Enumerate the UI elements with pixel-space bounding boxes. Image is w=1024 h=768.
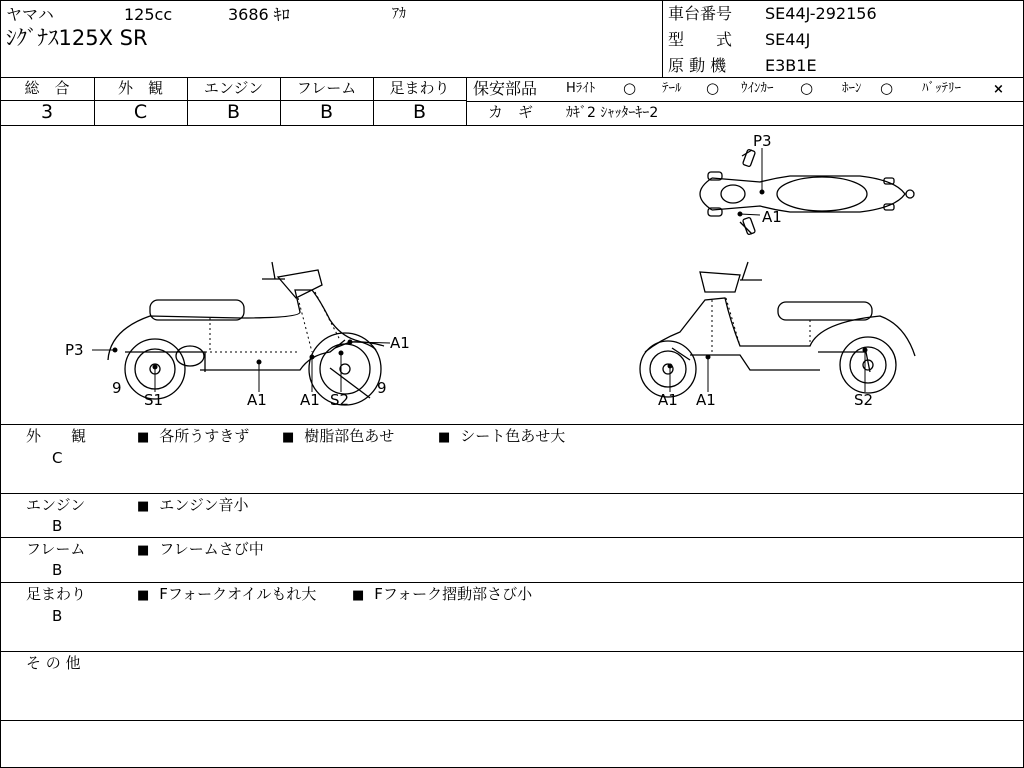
grade-label-engine: エンジン xyxy=(203,79,264,97)
section-label-appearance: 外 観 xyxy=(26,427,87,445)
section-label-engine: エンジン xyxy=(26,496,86,514)
label-left-9a: 9 xyxy=(112,379,122,397)
frame-no-label: 車台番号 xyxy=(668,4,733,23)
label-left-p3: P3 xyxy=(65,341,84,359)
label-right-a1a: A1 xyxy=(658,391,678,409)
rule xyxy=(0,651,1023,652)
scooter-left-view xyxy=(108,262,384,405)
rule xyxy=(0,720,1023,721)
scooter-right-view xyxy=(640,262,915,397)
note-engine-1: ■ エンジン音小 xyxy=(137,498,249,513)
engine-value: E3B1E xyxy=(765,56,817,75)
label-right-s2: S2 xyxy=(854,391,874,409)
grade-value-frame: B xyxy=(319,101,334,123)
grade-label-suspension: 足まわり xyxy=(389,79,450,97)
label-left-a1a: A1 xyxy=(247,391,267,409)
rule xyxy=(0,537,1023,538)
note-appearance-2: ■ 樹脂部色あせ xyxy=(282,429,394,444)
section-grade-appearance: C xyxy=(52,449,63,467)
note-frame-1: ■ フレームさび中 xyxy=(137,542,264,557)
rule xyxy=(0,424,1023,425)
note-appearance-1: ■ 各所うすきず xyxy=(137,429,249,444)
grade-label-overall: 総 合 xyxy=(24,79,70,97)
note-appearance-3: ■ シート色あせ大 xyxy=(438,429,565,444)
safety-item-winker: ｳｲﾝｶｰ xyxy=(741,81,774,96)
type-label: 型 式 xyxy=(668,30,733,49)
label-left-a1c: A1 xyxy=(390,334,410,352)
label-right-a1b: A1 xyxy=(696,391,716,409)
label-left-a1b: A1 xyxy=(300,391,320,409)
color: ｱｶ xyxy=(392,6,406,22)
label-left-9b: 9 xyxy=(377,379,387,397)
safety-mark-headlight: ○ xyxy=(623,79,637,97)
safety-title: 保安部品 xyxy=(473,79,538,98)
safety-item-headlight: Hﾗｲﾄ xyxy=(566,81,596,96)
grade-value-suspension: B xyxy=(412,101,427,123)
section-label-suspension: 足まわり xyxy=(26,585,87,603)
note-suspension-1: ■ Fフォークオイルもれ大 xyxy=(137,587,316,602)
key-label: カ ギ xyxy=(488,103,534,121)
rule xyxy=(0,582,1023,583)
maker: ヤマハ xyxy=(6,5,54,24)
grade-label-appearance: 外 観 xyxy=(117,79,163,97)
frame-no-value: SE44J-292156 xyxy=(765,4,877,23)
section-grade-suspension: B xyxy=(52,607,63,625)
model-name: ｼｸﾞﾅｽ125X SR xyxy=(6,26,148,50)
rule xyxy=(0,493,1023,494)
type-value: SE44J xyxy=(765,30,811,49)
section-grade-engine: B xyxy=(52,517,63,535)
grade-value-appearance: C xyxy=(133,101,148,123)
grade-label-frame: フレーム xyxy=(296,79,357,97)
grade-value-overall: 3 xyxy=(40,101,54,123)
safety-mark-tail: ○ xyxy=(706,79,720,97)
label-left-s2: S2 xyxy=(330,391,350,409)
safety-mark-battery: × xyxy=(993,82,1004,97)
note-suspension-2: ■ Fフォーク摺動部さび小 xyxy=(352,587,532,602)
safety-item-horn: ﾎｰﾝ xyxy=(842,81,862,96)
safety-mark-winker: ○ xyxy=(800,79,814,97)
key-value: ｶｷﾞ2 ｼｬｯﾀｰｷｰ2 xyxy=(566,105,659,121)
safety-item-battery: ﾊﾞｯﾃﾘｰ xyxy=(922,81,961,96)
section-label-frame: フレーム xyxy=(26,540,86,558)
mileage: 3686 ｷﾛ xyxy=(228,5,290,24)
safety-item-tail: ﾃｰﾙ xyxy=(662,81,682,96)
grade-value-engine: B xyxy=(226,101,241,123)
scooter-top-view xyxy=(700,149,914,235)
displacement: 125cc xyxy=(124,5,173,24)
section-grade-frame: B xyxy=(52,561,63,579)
label-top-p3: P3 xyxy=(753,132,772,150)
section-label-other: そ の 他 xyxy=(26,654,81,672)
label-top-a1: A1 xyxy=(762,208,782,226)
label-left-s1: S1 xyxy=(144,391,164,409)
engine-label: 原 動 機 xyxy=(668,56,727,75)
safety-mark-horn: ○ xyxy=(880,79,894,97)
